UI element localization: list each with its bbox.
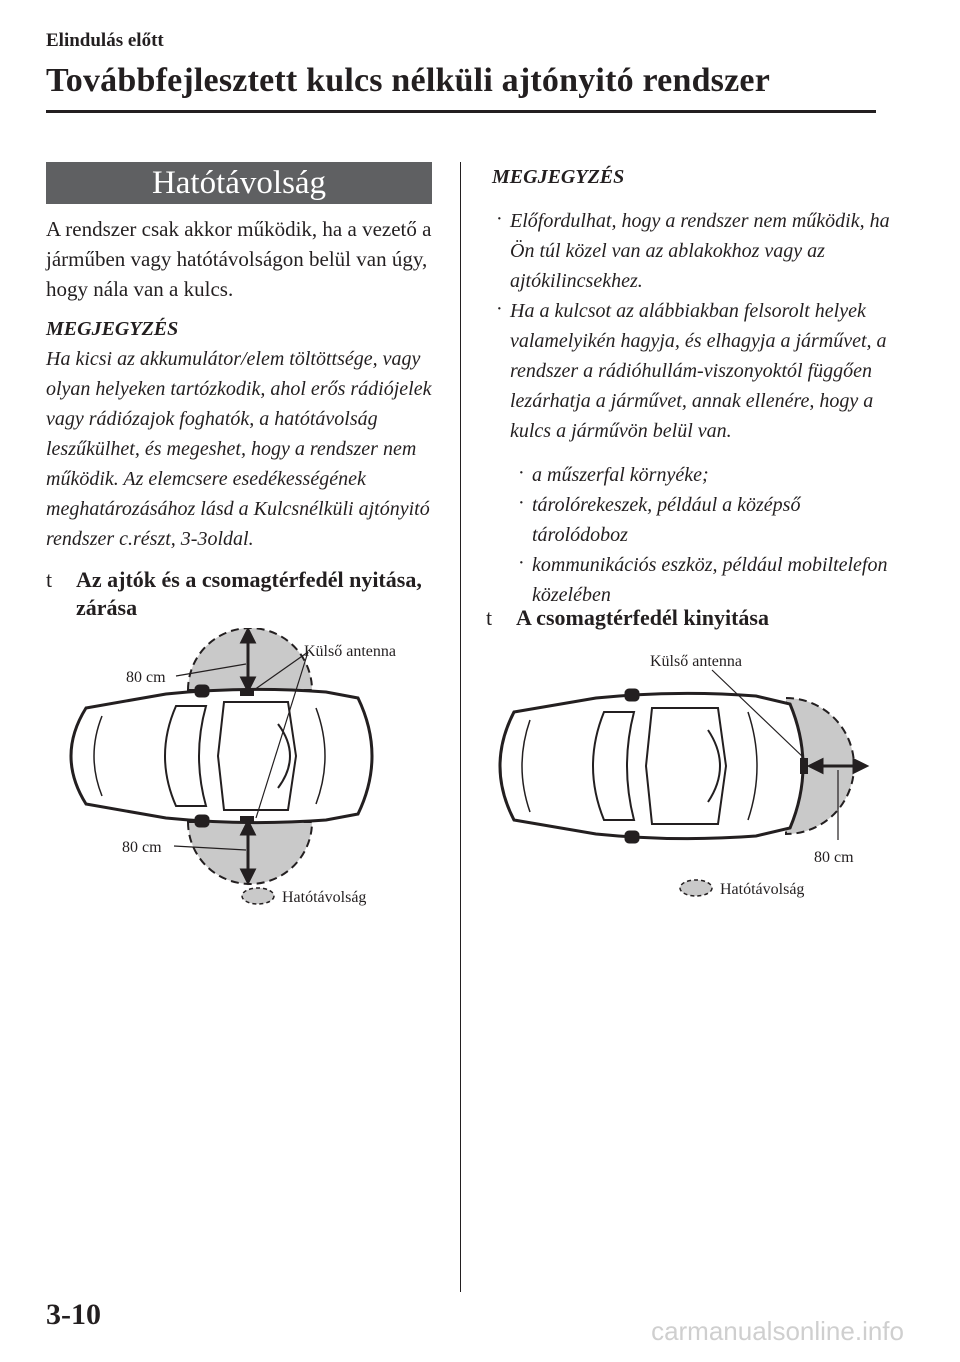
page-number: 3-10 <box>46 1298 101 1331</box>
antenna-label: Külső antenna <box>650 653 742 670</box>
range-legend-icon <box>242 888 274 904</box>
note-bullet-text: Ha a kulcsot az alábbiakban felsorolt helyek valamelyikén hagyja, és elhagyja a járművet, a rendszer a rádióhullám-viszonyoktól függően lezárhatja a járművet, annak ellenére, hogy a kulcs a járművön belül van. <box>510 300 887 442</box>
note-heading: MEGJEGYZÉS <box>46 318 179 340</box>
note-sub-bullet <box>492 460 892 490</box>
section-banner: Hatótávolság <box>46 162 432 204</box>
note-bullet <box>492 206 892 296</box>
note-sub-bullet <box>492 490 892 550</box>
distance-label-bottom: 80 cm <box>122 839 162 856</box>
antenna-label: Külső antenna <box>304 643 396 660</box>
section-marker-icon: t <box>46 567 53 592</box>
note-sub-bullet <box>492 550 892 610</box>
figure-doors <box>46 628 446 923</box>
bullet-dot: · <box>518 552 525 574</box>
note-text: Ha kicsi az akkumulátor/elem töltöttsége, vagy olyan helyeken tartózkodik, ahol erős rádiójelek vagy rádiózajok foghatók, a hatótávolság leszűkülhet, és megeshet, hogy a rendszer nem működik. Az elemcsere esedékességének meghatározásához lásd a Kulcsnélküli ajtónyitó rendszer c.részt, 3-3oldal. <box>46 348 432 550</box>
bullet-dot: · <box>518 462 525 484</box>
note-bullet-text: Előfordulhat, hogy a rendszer nem működik, ha Ön túl közel van az ablakokhoz vagy az ajtókilincsekhez. <box>510 210 890 292</box>
subsection-trunk-title: A csomagtérfedél kinyitása <box>516 605 769 630</box>
note-bullet <box>492 296 892 446</box>
subsection-doors-heading <box>46 566 446 622</box>
note-left <box>46 314 446 554</box>
note-sub-bullet-text: tárolórekeszek, például a középső tárolódoboz <box>532 494 801 546</box>
column-divider <box>460 162 461 1292</box>
distance-label-top: 80 cm <box>126 669 166 686</box>
note-right <box>492 162 892 610</box>
note-sub-bullet-text: kommunikációs eszköz, például mobiltelefon közelében <box>532 554 888 606</box>
intro-paragraph: A rendszer csak akkor működik, ha a vezető a járműben vagy hatótávolságon belül van úgy, hogy nála van a kulcs. <box>46 217 432 301</box>
subsection-trunk-heading <box>486 604 906 632</box>
note-heading: MEGJEGYZÉS <box>492 166 625 188</box>
section-marker-icon: t <box>486 605 493 630</box>
heading-rule <box>46 110 876 113</box>
range-legend-icon <box>680 880 712 896</box>
note-sub-bullet-text: a műszerfal környéke; <box>532 464 709 486</box>
bullet-dot: · <box>496 208 503 230</box>
bullet-dot: · <box>496 298 503 320</box>
range-legend-label: Hatótávolság <box>282 889 367 906</box>
page-title: Továbbfejlesztett kulcs nélküli ajtónyitó rendszer <box>46 62 770 99</box>
subsection-doors-title: Az ajtók és a csomagtérfedél nyitása, zárása <box>76 567 422 620</box>
chapter-label: Elindulás előtt <box>46 30 164 51</box>
bullet-dot: · <box>518 492 525 514</box>
car-top-view <box>71 686 372 826</box>
watermark: carmanualsonline.info <box>651 1316 904 1346</box>
figure-trunk <box>486 640 886 915</box>
range-legend-label: Hatótávolság <box>720 881 805 898</box>
distance-label: 80 cm <box>814 849 854 866</box>
